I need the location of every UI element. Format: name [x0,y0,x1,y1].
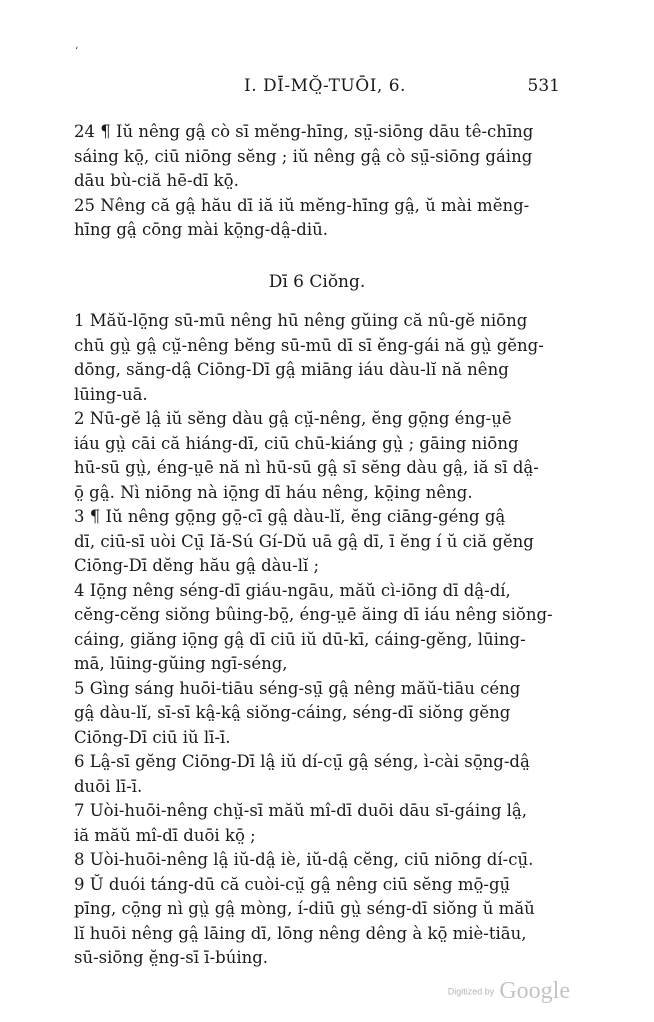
verse-paragraph [74,309,560,407]
verse-paragraph [74,677,560,751]
text-line: sū-siōng ĕ̤ng-sī ī-búing. [74,948,269,967]
chapter-heading: Dī 6 Ciŏng. [268,272,366,292]
running-head [74,76,560,100]
running-head-title: I. DĪ-MŎ̤-TUŌI, 6. [244,76,406,96]
text-line: sáing kō̤, ciū niōng sĕng ; iŭ nêng gâ̤ cò sṳ̄-siōng gáing [74,146,533,166]
text-line: Ciōng-Dī dĕng hău gâ̤ dàu-lĭ ; [74,556,320,575]
verse-paragraph [74,873,560,971]
chapter-verses [74,309,560,971]
text-line: 5 Gìng sáng huōi-tiāu séng-sṳ̄ gâ̤ nêng măŭ-tiāu céng [74,678,521,698]
text-line: 1 Măŭ-lō̤ng sū-mū nêng hū nêng gŭing că nû-gĕ niōng [74,311,528,330]
text-line: 8 Uòi-huōi-nêng lâ̤ iŭ-dâ̤ iè, iŭ-dâ̤ cĕng, ciū niōng dí-cṳ̄. [74,850,534,869]
text-line: iă măŭ mî-dī duōi kō̤ ; [74,825,256,845]
text-line: 7 Uòi-huōi-nêng chṳ̆-sī măŭ mî-dī duōi dāu sī-gáing lâ̤, [74,801,528,820]
text-line: 6 Lâ̤-sī gĕng Ciōng-Dī lâ̤ iŭ dí-cṳ̄ gâ̤ séng, ì-cài sō̤ng-dâ̤ [74,752,530,771]
text-line: 2 Nū-gĕ lâ̤ iŭ sĕng dàu gâ̤ cṳ̆-nêng, ĕng gō̤ng éng-ṳē [74,409,512,428]
verse-paragraph [74,750,560,799]
verse-paragraph [74,120,560,194]
text-line: 9 Ŭ duói táng-dū că cuòi-cṳ̆ gâ̤ nêng ciū sĕng mō̤-gṳ̄ [74,874,511,894]
page-number: 531 [527,76,560,96]
text-line: dāu bù-ciă hē-dī kō̤. [74,171,239,190]
text-line: Ciōng-Dī ciū iŭ lī-ī. [74,727,231,747]
text-line: 25 Nêng că gâ̤ hău dī iă iŭ mĕng-hīng gâ̤, ŭ mài mĕng- [74,195,530,215]
google-logo: Google [499,978,570,1004]
text-line: chū gṳ̀ gâ̤ cṳ̆-nêng bĕng sū-mū dī sī ĕng-gái nă gṳ̀ gĕng- [74,335,544,355]
verse-paragraph [74,505,560,579]
ink-speck: ‘ [75,46,79,57]
verse-paragraph [74,848,560,873]
text-line: 3 ¶ Iŭ nêng gō̤ng gō̤-cī gâ̤ dàu-lĭ, ĕng ciāng-géng gâ̤ [74,507,506,526]
text-line: dōng, săng-dâ̤ Ciōng-Dī gâ̤ miāng iáu dàu-lĭ nă nêng [74,360,509,379]
text-line: 4 Iō̤ng nêng séng-dī giáu-ngāu, măŭ cì-iōng dī dâ̤-dí, [74,580,511,600]
text-line: pīng, cō̤ng nì gṳ̀ gâ̤ mòng, í-diū gṳ̀ séng-dī siŏng ŭ măŭ [74,899,535,918]
text-line: ō̤ gâ̤. Nì niōng nà iō̤ng dī háu nêng, kō̤ing nêng. [74,482,473,502]
text-line: cáing, giăng iō̤ng gâ̤ dī ciū iŭ dū-kī, cáing-gĕng, lūing- [74,629,526,649]
text-line: duōi lī-ī. [74,776,143,796]
text-line: dī, ciū-sī uòi Cṳ̄ Iă-Sú Gí-Dŭ uā gâ̤ dī, ī ĕng í ŭ ciă gĕng [74,531,534,551]
text-line: lūing-uā. [74,384,148,404]
verse-paragraph [74,579,560,677]
verse-paragraph [74,799,560,848]
text-line: mā, lūing-gŭing ngī-séng, [74,654,288,673]
text-line: lĭ huōi nêng gâ̤ lāing dī, lōng nêng dêng à kō̤ miè-tiāu, [74,923,527,943]
text-line: cĕng-cĕng siŏng bûing-bō̤, éng-ṳē ăing dī iáu nêng siŏng- [74,605,553,624]
verse-paragraph [74,194,560,243]
verse-paragraph [74,407,560,505]
digitization-footer [448,978,570,1005]
text-line: iáu gṳ̀ cāi că hiáng-dī, ciū chū-kiáng gṳ̀ ; gāing niōng [74,433,519,453]
previous-chapter-verses [74,120,560,243]
digitized-by-text: Digitized by [447,986,495,997]
text-line: 24 ¶ Iŭ nêng gâ̤ cò sī mĕng-hīng, sṳ̄-siōng dāu tê-chīng [74,122,534,141]
text-line: hīng gâ̤ cōng mài kō̤ng-dâ̤-diū. [74,220,328,239]
text-line: gâ̤ dàu-lĭ, sī-sī kâ̤-kâ̤ siŏng-cáing, séng-dī siŏng gĕng [74,703,511,722]
text-line: hū-sū gṳ̀, éng-ṳē nă nì hū-sū gâ̤ sī sĕng dàu gâ̤, iă sī dâ̤- [74,458,539,477]
